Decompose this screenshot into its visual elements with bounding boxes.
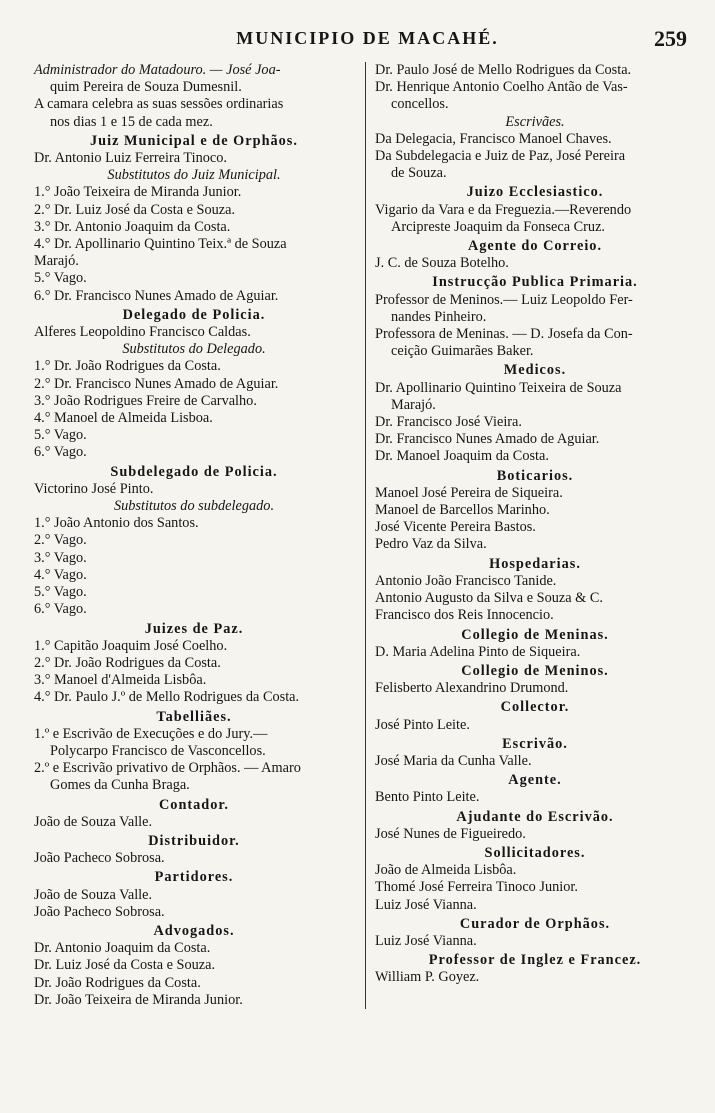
text-line: Victorino José Pinto. [34, 480, 154, 497]
section-heading: Medicos. [503, 362, 567, 379]
text-line: 5.° Vago. [34, 427, 87, 444]
text-line: quim Pereira de Souza Dumesnil. [50, 79, 242, 96]
text-line: 3.° João Rodrigues Freire de Carvalho. [34, 392, 257, 409]
text-line: 1.º e Escrivão de Execuções e do Jury.— [34, 725, 268, 742]
text-line: João Pacheco Sobrosa. [34, 850, 165, 867]
section-heading: Subdelegado de Policia. [110, 463, 278, 480]
text-line: 2.° Dr. Francisco Nunes Amado de Aguiar. [34, 375, 279, 392]
text-line: João de Souza Valle. [34, 813, 153, 830]
text-line: José Maria da Cunha Valle. [375, 752, 532, 769]
section-heading: Advogados. [153, 922, 235, 939]
text-line: 4.° Dr. Paulo J.º de Mello Rodrigues da Costa. [34, 689, 300, 706]
section-heading: Juiz Municipal e de Orphãos. [90, 132, 298, 149]
text-line: 2.° Vago. [34, 532, 87, 549]
section-heading: Ajudante do Escrivão. [456, 808, 614, 825]
text-line: A camara celebra as suas sessões ordinarias [34, 96, 284, 113]
text-line: Dr. Francisco José Vieira. [375, 414, 522, 431]
text-line: Dr. Henrique Antonio Coelho Antão de Vas- [375, 79, 628, 96]
text-line: João de Souza Valle. [34, 886, 153, 903]
section-heading: Sollicitadores. [484, 844, 586, 861]
text-line: 3.° Manoel d'Almeida Lisbôa. [34, 672, 207, 689]
text-line: Dr. Apollinario Quintino Teixeira de Souza [375, 379, 622, 396]
text-line: 5.° Vago. [34, 270, 87, 287]
section-heading: Tabelliães. [156, 708, 232, 725]
text-line: 4.° Manoel de Almeida Lisboa. [34, 410, 213, 427]
text-line: 1.° João Antonio dos Santos. [34, 515, 199, 532]
text-line: Alferes Leopoldino Francisco Caldas. [34, 324, 251, 341]
text-line: Pedro Vaz da Silva. [375, 536, 487, 553]
text-line: 3.° Dr. Antonio Joaquim da Costa. [34, 218, 231, 235]
text-line: D. Maria Adelina Pinto de Siqueira. [375, 643, 581, 660]
text-line: nos dias 1 e 15 de cada mez. [50, 113, 213, 130]
section-heading: Professor de Inglez e Francez. [428, 952, 642, 969]
text-line: 5.° Vago. [34, 584, 87, 601]
text-line: Polycarpo Francisco de Vasconcellos. [50, 742, 266, 759]
text-line: 2.° Dr. João Rodrigues da Costa. [34, 654, 221, 671]
subsection-heading: Escrivães. [505, 113, 565, 130]
section-heading: Curador de Orphãos. [459, 915, 611, 932]
section-heading: Collector. [500, 699, 570, 716]
text-line: 1.° Capitão Joaquim José Coelho. [34, 637, 228, 654]
text-line: Felisberto Alexandrino Drumond. [375, 680, 569, 697]
section-heading: Boticarios. [496, 467, 574, 484]
text-line: 6.° Vago. [34, 444, 87, 461]
text-line: José Pinto Leite. [375, 716, 470, 733]
section-heading: Instrucção Publica Primaria. [432, 274, 638, 291]
left-column [34, 62, 360, 1009]
two-column-body [34, 62, 701, 1009]
text-line: Dr. Antonio Joaquim da Costa. [34, 940, 211, 957]
text-line: 2.° Dr. Luiz José da Costa e Souza. [34, 201, 236, 218]
section-heading: Contador. [158, 796, 230, 813]
section-heading: Delegado de Policia. [122, 306, 266, 323]
text-line: Bento Pinto Leite. [375, 789, 480, 806]
section-heading: Agente. [508, 772, 562, 789]
section-heading: Agente do Correio. [467, 238, 603, 255]
text-line: 1.° Dr. João Rodrigues da Costa. [34, 358, 221, 375]
text-line: Antonio João Francisco Tanide. [375, 572, 557, 589]
text-line: Dr. Antonio Luiz Ferreira Tinoco. [34, 150, 227, 167]
text-line: Dr. Paulo José de Mello Rodrigues da Costa. [375, 62, 632, 78]
page-title: MUNICIPIO DE MACAHÉ. [236, 28, 499, 48]
section-heading: Collegio de Meninos. [461, 662, 609, 679]
text-line: Professora de Meninas. — D. Josefa da Con- [375, 326, 633, 343]
text-line: William P. Goyez. [375, 969, 480, 986]
text-line: Luiz José Vianna. [375, 932, 477, 949]
text-line: Antonio Augusto da Silva e Souza & C. [375, 590, 603, 607]
text-line: Dr. Manoel Joaquim da Costa. [375, 448, 549, 465]
section-heading: Distribuidor. [148, 832, 240, 849]
text-line: José Vicente Pereira Bastos. [375, 519, 536, 536]
text-line: Francisco dos Reis Innocencio. [375, 607, 554, 624]
text-line: 4.° Vago. [34, 566, 87, 583]
text-line: Manoel de Barcellos Marinho. [375, 502, 550, 519]
text-line: 6.° Vago. [34, 601, 87, 618]
text-line: Manoel José Pereira de Siqueira. [375, 484, 563, 501]
text-line: Marajó. [391, 396, 436, 413]
text-line: 4.° Dr. Apollinario Quintino Teix.ª de Souza [34, 236, 287, 253]
text-line: J. C. de Souza Botelho. [375, 255, 509, 272]
section-heading: Partidores. [154, 869, 234, 886]
text-line: concellos. [391, 96, 449, 113]
column-divider [365, 62, 366, 1009]
text-line: Marajó. [34, 253, 79, 270]
subsection-heading: Substitutos do Juiz Municipal. [107, 167, 281, 184]
text-line: Dr. João Rodrigues da Costa. [34, 974, 201, 991]
text-line: 2.º e Escrivão privativo de Orphãos. — Amaro [34, 760, 301, 777]
text-line: 6.° Dr. Francisco Nunes Amado de Aguiar. [34, 287, 279, 304]
text-line: João Pacheco Sobrosa. [34, 903, 165, 920]
text-line: Luiz José Vianna. [375, 896, 477, 913]
section-heading: Juizo Ecclesiastico. [466, 184, 604, 201]
section-heading: Hospedarias. [489, 555, 581, 572]
section-heading: Escrivão. [502, 735, 568, 752]
text-line: nandes Pinheiro. [391, 308, 487, 325]
text-line: Da Subdelegacia e Juiz de Paz, José Pereira [375, 148, 626, 165]
text-line: Vigario da Vara e da Freguezia.—Reverendo [375, 201, 632, 218]
text-line: de Souza. [391, 165, 447, 182]
text-line: ceição Guimarães Baker. [391, 343, 534, 360]
text-line: 3.° Vago. [34, 549, 87, 566]
page-header [34, 28, 701, 62]
section-heading: Juizes de Paz. [144, 620, 244, 637]
page-number: 259 [654, 26, 687, 51]
text-line: Administrador do Matadouro. — José Joa- [34, 62, 281, 78]
right-column [371, 62, 695, 1009]
text-line: Thomé José Ferreira Tinoco Junior. [375, 879, 578, 896]
text-line: Gomes da Cunha Braga. [50, 777, 190, 794]
text-line: 1.° João Teixeira de Miranda Junior. [34, 184, 242, 201]
subsection-heading: Substitutos do Delegado. [122, 341, 266, 358]
text-line: José Nunes de Figueiredo. [375, 825, 526, 842]
text-line: Arcipreste Joaquim da Fonseca Cruz. [391, 218, 605, 235]
section-heading: Collegio de Meninas. [461, 626, 609, 643]
subsection-heading: Substitutos do subdelegado. [113, 498, 275, 515]
text-line: Da Delegacia, Francisco Manoel Chaves. [375, 130, 612, 147]
text-line: Dr. Francisco Nunes Amado de Aguiar. [375, 431, 600, 448]
text-line: Dr. João Teixeira de Miranda Junior. [34, 991, 243, 1008]
text-line: João de Almeida Lisbôa. [375, 862, 517, 879]
text-line: Professor de Meninos.— Luiz Leopoldo Fer- [375, 291, 633, 308]
text-line: Dr. Luiz José da Costa e Souza. [34, 957, 216, 974]
